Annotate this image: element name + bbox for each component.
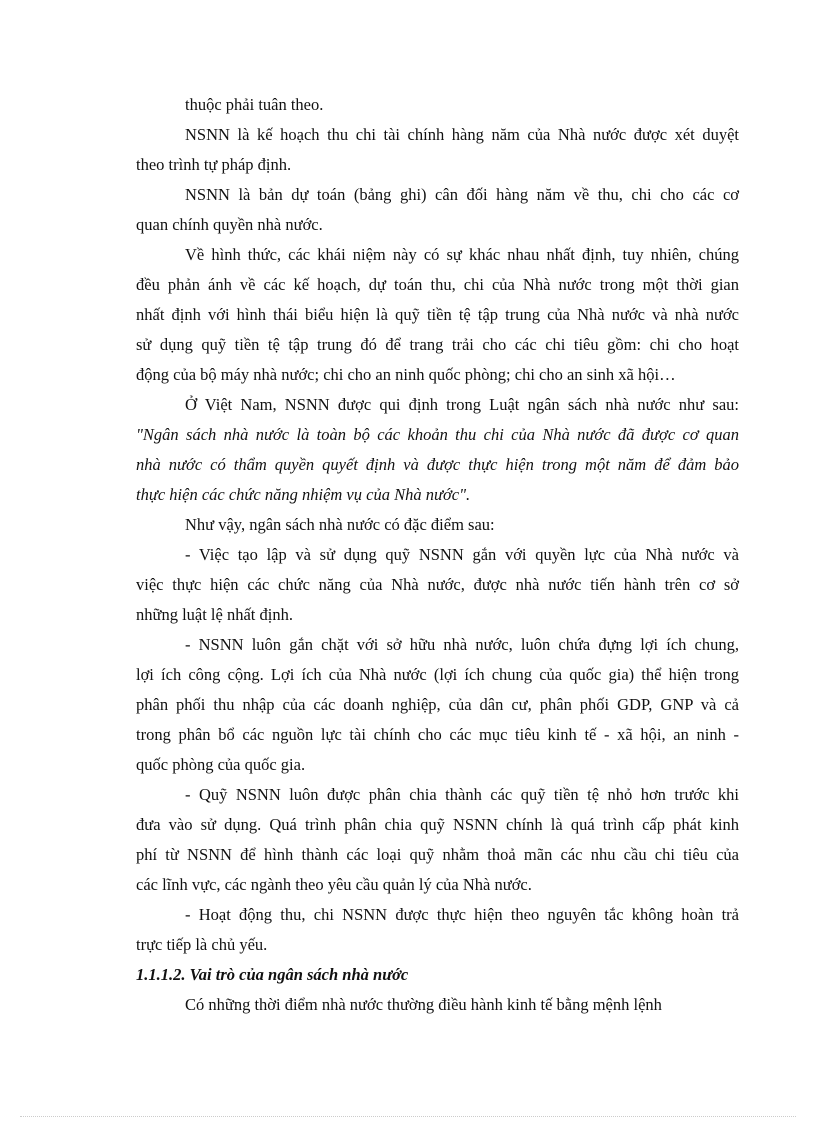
text-line: Có những thời điểm nhà nước thường điều hành kinh tế bằng mệnh lệnh bbox=[185, 995, 662, 1014]
quote-line: thực hiện các chức năng nhiệm vụ của Nhà nước". bbox=[136, 485, 471, 504]
text-line: NSNN là bản dự toán (bảng ghi) cân đối hàng năm về thu, chi cho các cơ bbox=[185, 185, 739, 204]
text-line: lợi ích công cộng. Lợi ích của Nhà nước (lợi ích chung của quốc gia) thể hiện trong bbox=[136, 665, 739, 684]
text-line: - Hoạt động thu, chi NSNN được thực hiện theo nguyên tắc không hoàn trả bbox=[185, 905, 739, 924]
text-line: theo trình tự pháp định. bbox=[136, 155, 292, 174]
page-bottom-rule bbox=[20, 1116, 796, 1117]
text-line: NSNN là kế hoạch thu chi tài chính hàng năm của Nhà nước được xét duyệt bbox=[185, 125, 739, 144]
text-line: phân phối thu nhập của các doanh nghiệp, của dân cư, phân phối GDP, GNP và cả bbox=[136, 695, 739, 714]
section-heading: 1.1.1.2. Vai trò của ngân sách nhà nước bbox=[136, 965, 409, 984]
text-line: quan chính quyền nhà nước. bbox=[136, 215, 323, 234]
quote-line: "Ngân sách nhà nước là toàn bộ các khoản thu chi của Nhà nước đã được cơ quan bbox=[136, 425, 739, 444]
text-line: quốc phòng của quốc gia. bbox=[136, 755, 306, 774]
text-line: sử dụng quỹ tiền tệ tập trung đó để trang trải cho các chi tiêu gồm: chi cho hoạt bbox=[136, 335, 739, 354]
text-line: phí từ NSNN để hình thành các loại quỹ nhằm thoả mãn các nhu cầu chi tiêu của bbox=[136, 845, 739, 864]
text-line: đều phản ánh về các kế hoạch, dự toán thu, chi của Nhà nước trong một thời gian bbox=[136, 275, 739, 294]
text-line: - NSNN luôn gắn chặt với sở hữu nhà nước, luôn chứa đựng lợi ích chung, bbox=[185, 635, 739, 654]
text-line: trực tiếp là chủ yếu. bbox=[136, 935, 268, 954]
text-line: trong phân bổ các nguồn lực tài chính cho các mục tiêu kinh tế - xã hội, an ninh - bbox=[136, 725, 739, 744]
text-line: Ở Việt Nam, NSNN được qui định trong Luật ngân sách nhà nước như sau: bbox=[185, 395, 739, 414]
quote-line: nhà nước có thẩm quyền quyết định và được thực hiện trong một năm để đảm bảo bbox=[136, 455, 739, 474]
text-line: động của bộ máy nhà nước; chi cho an ninh quốc phòng; chi cho an sinh xã hội… bbox=[136, 365, 676, 384]
text-line: việc thực hiện các chức năng của Nhà nước, được nhà nước tiến hành trên cơ sở bbox=[136, 575, 739, 594]
text-line: đưa vào sử dụng. Quá trình phân chia quỹ NSNN chính là quá trình cấp phát kinh bbox=[136, 815, 739, 834]
text-line: Về hình thức, các khái niệm này có sự khác nhau nhất định, tuy nhiên, chúng bbox=[185, 245, 739, 264]
text-line: - Việc tạo lập và sử dụng quỹ NSNN gắn với quyền lực của Nhà nước và bbox=[185, 545, 739, 564]
text-line: - Quỹ NSNN luôn được phân chia thành các quỹ tiền tệ nhỏ hơn trước khi bbox=[185, 785, 739, 804]
text-line: nhất định với hình thái biểu hiện là quỹ tiền tệ tập trung của Nhà nước và nhà nước bbox=[136, 305, 739, 324]
text-line: Như vậy, ngân sách nhà nước có đặc điểm sau: bbox=[185, 515, 495, 534]
text-line: những luật lệ nhất định. bbox=[136, 605, 293, 624]
text-line: các lĩnh vực, các ngành theo yêu cầu quản lý của Nhà nước. bbox=[136, 875, 532, 894]
text-line: thuộc phải tuân theo. bbox=[185, 95, 324, 114]
